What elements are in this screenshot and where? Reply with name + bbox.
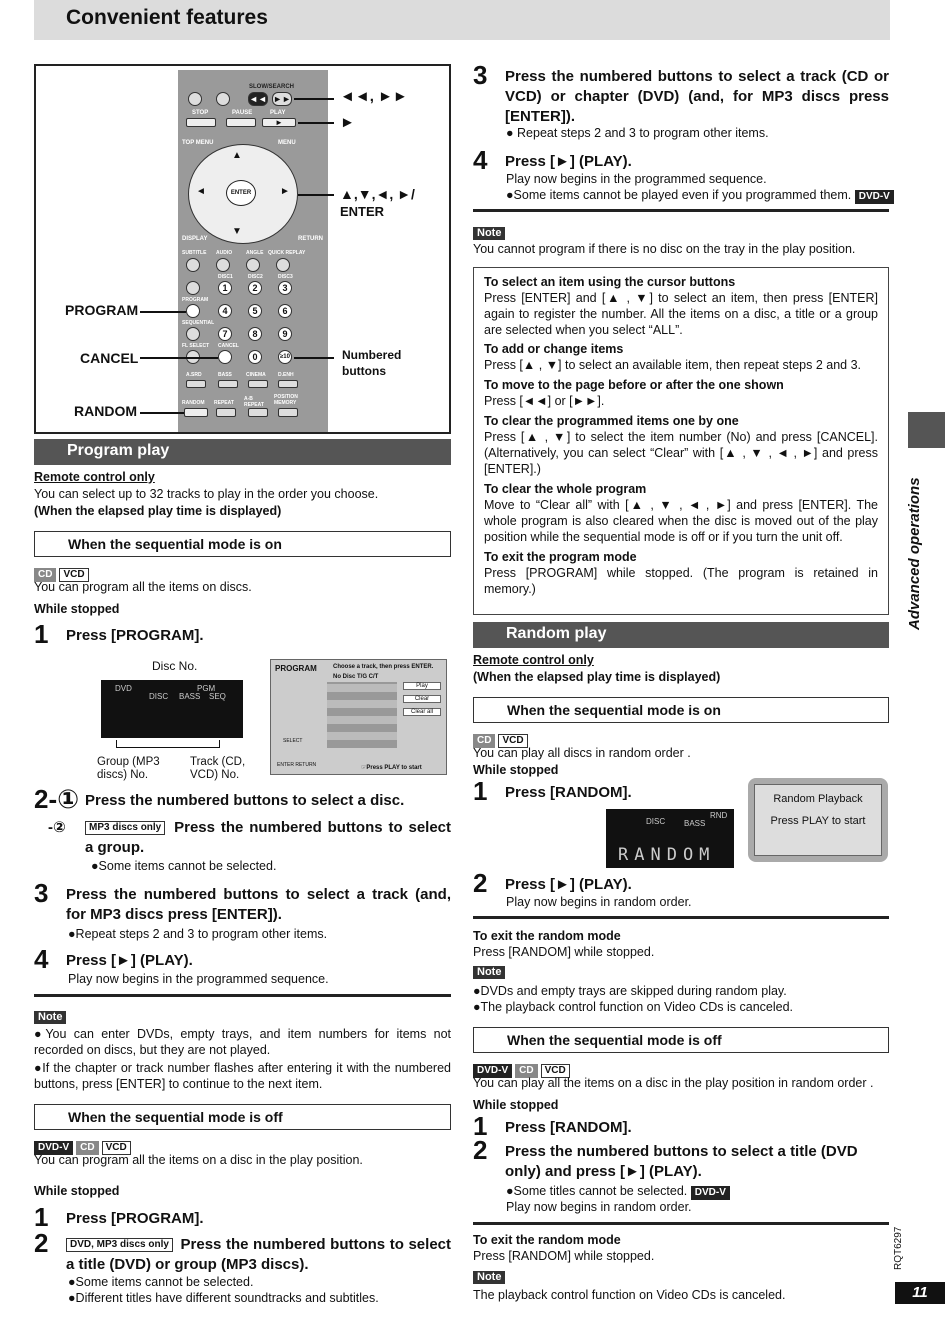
asrd-button xyxy=(186,380,206,388)
repeat-label: REPEAT xyxy=(214,400,234,406)
fl-bracket xyxy=(116,740,220,748)
r-note-label: Note xyxy=(473,227,505,240)
r-step3-note: ● Repeat steps 2 and 3 to program other items. xyxy=(506,126,769,140)
r-step4-note2-text: ●Some items cannot be played even if you programmed them. xyxy=(506,188,852,202)
fl-dvd: DVD xyxy=(115,684,132,693)
osd-enter-return: ENTER RETURN xyxy=(277,762,317,768)
cinema-button xyxy=(248,380,268,388)
tip-page-heading: To move to the page before or after the one shown xyxy=(484,378,784,392)
disc-button xyxy=(186,281,200,295)
denh-button xyxy=(278,380,298,388)
program-osd xyxy=(270,659,447,775)
disc1-label: DISC1 xyxy=(218,274,233,280)
osd-start: ☞Press PLAY to start xyxy=(361,765,422,771)
off-step2-body: Press the numbered buttons to select a title (DVD) or group (MP3 discs). xyxy=(66,1236,452,1273)
step4-number: 4 xyxy=(34,944,49,974)
skip-prev-button xyxy=(188,92,202,106)
callout-line-skip xyxy=(294,98,334,100)
random-note-label: Note xyxy=(473,966,505,979)
random-play-bar: Random play xyxy=(473,622,889,648)
num-4-button: 4 xyxy=(218,304,232,318)
random-divider xyxy=(473,916,889,919)
random-note-3: The playback control function on Video CDs is canceled. xyxy=(473,1288,786,1302)
note-1: ●You can enter DVDs, empty trays, and item numbers for items not recorded on discs, but they are not played. xyxy=(34,1027,451,1057)
enter-callout: ENTER xyxy=(340,204,385,219)
quick-replay-button xyxy=(276,258,290,272)
num-3-button: 3 xyxy=(278,281,292,295)
subtitle-label: SUBTITLE xyxy=(182,250,207,256)
step3-note: ●Repeat steps 2 and 3 to program other items. xyxy=(68,927,328,941)
r-step4-note2 xyxy=(506,187,897,204)
ab-repeat-button xyxy=(248,408,268,417)
r-step3-number: 3 xyxy=(473,60,488,90)
audio-label: AUDIO xyxy=(216,250,233,256)
tip-select-text: Press [ENTER] and [▲ , ▼] to select an item, then press [ENTER] again to register the number. All the items on a disc, a title or a group are selected when you select “ALL”. xyxy=(484,291,878,337)
random-osd-inner xyxy=(754,784,882,856)
random-off-step1-text: Press [RANDOM]. xyxy=(505,1119,632,1136)
fl-seq: SEQ xyxy=(209,692,226,701)
osd-title: PROGRAM xyxy=(275,664,317,673)
tag-vcd: VCD xyxy=(102,1141,131,1155)
osd-clear-all: Clear all xyxy=(403,708,441,716)
tip-add xyxy=(484,341,878,373)
tip-clear-one xyxy=(484,413,878,477)
random-off-step2-text: Press the numbered buttons to select a title (DVD only) and press [►] (PLAY). xyxy=(505,1143,858,1180)
cancel-button xyxy=(218,350,232,364)
off-step2-number: 2 xyxy=(34,1228,49,1258)
program-callout: PROGRAM xyxy=(65,302,139,318)
step2b-body: Press the numbered buttons to select a group. xyxy=(85,819,452,856)
display-label: DISPLAY xyxy=(182,236,208,242)
program-play-bar: Program play xyxy=(34,439,451,465)
step2-number: 2-① xyxy=(34,784,80,814)
play-callout: ► xyxy=(340,114,355,131)
program-button xyxy=(186,304,200,318)
random-key-label: RANDOM xyxy=(182,400,205,406)
tip-select-heading: To select an item using the cursor buttons xyxy=(484,275,736,289)
position-memory-label: POSITION MEMORY xyxy=(274,394,298,406)
elapsed-note: (When the elapsed play time is displayed) xyxy=(34,504,282,518)
disc-no-label: Disc No. xyxy=(152,659,198,673)
num-0-button: 0 xyxy=(248,350,262,364)
document-code: RQT6297 xyxy=(893,1226,904,1270)
random-exit-text: Press [RANDOM] while stopped. xyxy=(473,945,655,959)
fl-pgm: PGM xyxy=(197,684,216,693)
sequential-label: SEQUENTIAL xyxy=(182,320,215,326)
random-seq-on-heading: When the sequential mode is on xyxy=(473,697,889,723)
osd-play: Play xyxy=(403,682,441,690)
callout-line-random xyxy=(140,412,184,414)
random-fl-text: RANDOM xyxy=(618,845,716,865)
osd-cols: No Disc T/G C/T xyxy=(333,674,379,680)
fl-select-label: FL SELECT xyxy=(182,343,210,349)
tag-vcd: VCD xyxy=(541,1064,570,1078)
audio-button xyxy=(216,258,230,272)
tip-select xyxy=(484,274,878,338)
random-osd xyxy=(748,778,888,862)
program-key-label: PROGRAM xyxy=(182,297,209,303)
random-note-1: ●DVDs and empty trays are skipped during random play. xyxy=(473,984,787,998)
repeat-button xyxy=(216,408,236,417)
search-fwd-button: ►► xyxy=(273,94,291,104)
random-off-step2-note1 xyxy=(506,1183,733,1200)
disc3-label: DISC3 xyxy=(278,274,293,280)
tip-clear-one-text: Press [▲ , ▼] to select the item number (No) and press [CANCEL]. (Alternatively, you can select “Clear” with [▲ , ▼ , ◄ , ►] and press [ENTER].) xyxy=(484,430,878,476)
menu-label: MENU xyxy=(278,140,296,146)
num-1-button: 1 xyxy=(218,281,232,295)
tag-cd: CD xyxy=(473,734,495,748)
section-label: Advanced operations xyxy=(906,477,923,630)
tip-page xyxy=(484,377,878,409)
r-step4-text: Press [►] (PLAY). xyxy=(505,153,632,170)
track-no-label: Track (CD, VCD) No. xyxy=(190,756,246,781)
skip-next-button xyxy=(216,92,230,106)
random-fl-disc: DISC xyxy=(646,817,666,826)
random-exit2-text: Press [RANDOM] while stopped. xyxy=(473,1249,655,1263)
remote-illustration xyxy=(34,64,451,434)
random-on-intro: You can play all discs in random order . xyxy=(473,746,691,760)
tip-exit-heading: To exit the program mode xyxy=(484,550,637,564)
off-step2-note2: ●Different titles have different soundtracks and subtitles. xyxy=(68,1291,379,1305)
dpad-left: ◄ xyxy=(196,186,206,197)
tip-clear-all-heading: To clear the whole program xyxy=(484,482,647,496)
random-note-2: ●The playback control function on Video CDs is canceled. xyxy=(473,1000,793,1014)
tag-cd: CD xyxy=(34,568,56,582)
step4-note: Play now begins in the programmed sequence. xyxy=(68,972,329,986)
num-7-button: 7 xyxy=(218,327,232,341)
r-step3-text: Press the numbered buttons to select a track (CD or VCD) or chapter (DVD) (and, for MP3 discs press [ENTER]). xyxy=(505,68,889,125)
dpad-right: ► xyxy=(280,186,290,197)
random-exit2-heading: To exit the random mode xyxy=(473,1233,621,1247)
callout-line-program xyxy=(140,311,186,313)
random-off-intro: You can play all the items on a disc in the play position in random order . xyxy=(473,1076,874,1090)
num-5-button: 5 xyxy=(248,304,262,318)
tip-clear-all-text: Move to “Clear all” with [▲ , ▼ , ◄ , ►] and press [ENTER]. The whole program is also cleared when the disc is moved out of the play position while the sequential mode is off or if you turn the unit off. xyxy=(484,498,878,544)
tag-dvdv: DVD-V xyxy=(34,1141,73,1155)
callout-line-cursor xyxy=(298,194,334,196)
fl-bass: BASS xyxy=(179,692,201,701)
r-note: You cannot program if there is no disc on the tray in the play position. xyxy=(473,242,856,256)
num-6-button: 6 xyxy=(278,304,292,318)
tag-vcd: VCD xyxy=(498,734,527,748)
random-seq-off-heading: When the sequential mode is off xyxy=(473,1027,889,1053)
off-step2-note1: ●Some items cannot be selected. xyxy=(68,1275,254,1289)
section-tab xyxy=(908,412,945,448)
return-label: RETURN xyxy=(298,236,323,242)
random-while-stopped: While stopped xyxy=(473,763,559,777)
random-remote-only: Remote control only xyxy=(473,653,594,667)
tag-dvdv: DVD-V xyxy=(855,190,894,204)
fl-display xyxy=(101,680,243,738)
off-step1-text: Press [PROGRAM]. xyxy=(66,1210,204,1227)
cursor-callout: ▲,▼,◄, ►/ xyxy=(340,186,415,202)
enter-button: ENTER xyxy=(226,180,256,206)
can-program-text: You can program all the items on discs. xyxy=(34,580,252,594)
random-osd-title: Random Playback xyxy=(773,793,863,805)
random-off-step1-number: 1 xyxy=(473,1111,488,1141)
note-label: Note xyxy=(34,1011,66,1024)
tip-add-text: Press [▲ , ▼] to select an available item, then repeat steps 2 and 3. xyxy=(484,358,862,372)
step3-number: 3 xyxy=(34,878,49,908)
random-step2-number: 2 xyxy=(473,868,488,898)
page-number: 11 xyxy=(895,1282,945,1304)
dpad-up: ▲ xyxy=(232,150,242,161)
random-elapsed: (When the elapsed play time is displayed) xyxy=(473,670,721,684)
sequential-button xyxy=(186,327,200,341)
r-step4-number: 4 xyxy=(473,145,488,175)
disc2-label: DISC2 xyxy=(248,274,263,280)
angle-button xyxy=(246,258,260,272)
dpad-down: ▼ xyxy=(232,226,242,237)
program-intro: You can select up to 32 tracks to play in the order you choose. xyxy=(34,487,379,501)
skip-callout: ◄◄, ►► xyxy=(340,88,408,105)
ab-repeat-label: A-B REPEAT xyxy=(244,396,264,408)
tag-cd: CD xyxy=(515,1064,537,1078)
osd-select: SELECT xyxy=(283,738,303,744)
step3-text: Press the numbered buttons to select a track (and, for MP3 discs press [ENTER]). xyxy=(66,886,451,923)
random-off-step2-note2: Play now begins in random order. xyxy=(506,1200,692,1214)
random-note2-label: Note xyxy=(473,1271,505,1284)
random-off-step2-number: 2 xyxy=(473,1135,488,1165)
seq-on-heading: When the sequential mode is on xyxy=(34,531,451,557)
osd-clear: Clear xyxy=(403,695,441,703)
random-off-while-stopped: While stopped xyxy=(473,1098,559,1112)
random-fl-display xyxy=(606,809,734,868)
random-step1-number: 1 xyxy=(473,776,488,806)
random-fl-rnd: RND xyxy=(710,811,728,820)
step4-text: Press [►] (PLAY). xyxy=(66,952,193,969)
remote-only-label: Remote control only xyxy=(34,470,155,484)
r-step4-note1: Play now begins in the programmed sequence. xyxy=(506,172,767,186)
search-back-button: ◄◄ xyxy=(249,94,267,104)
tip-clear-one-heading: To clear the programmed items one by one xyxy=(484,414,739,428)
position-memory-button xyxy=(278,408,298,417)
program-tips-box xyxy=(473,267,889,615)
asrd-label: A.SRD xyxy=(186,372,202,378)
step2b-text xyxy=(85,818,451,858)
off-while-stopped: While stopped xyxy=(34,1184,120,1198)
random-step2-note: Play now begins in random order. xyxy=(506,895,692,909)
seq-off-heading: When the sequential mode is off xyxy=(34,1104,451,1130)
denh-label: D.ENH xyxy=(278,372,294,378)
cancel-callout: CANCEL xyxy=(80,350,139,366)
play-button: ► xyxy=(262,118,296,127)
random-fl-bass: BASS xyxy=(684,819,706,828)
off-step1-number: 1 xyxy=(34,1202,49,1232)
osd-grid xyxy=(327,682,397,748)
random-osd-msg: Press PLAY to start xyxy=(770,815,866,827)
step1-text: Press [PROGRAM]. xyxy=(66,627,204,644)
bass-button xyxy=(218,380,238,388)
stop-button xyxy=(186,118,216,127)
top-menu-label: TOP MENU xyxy=(182,140,214,146)
note-2: ●If the chapter or track number flashes after entering it with the numbered buttons, press [ENTER] to continue to the next item. xyxy=(34,1061,451,1091)
tip-exit xyxy=(484,549,878,597)
bass-label: BASS xyxy=(218,372,232,378)
random-exit-heading: To exit the random mode xyxy=(473,929,621,943)
tag-cd: CD xyxy=(76,1141,98,1155)
numbered-callout-1: Numbered xyxy=(342,348,402,362)
step2b-note: ●Some items cannot be selected. xyxy=(91,859,277,873)
random-callout: RANDOM xyxy=(74,403,137,419)
random-divider-2 xyxy=(473,1222,889,1225)
page-header xyxy=(34,0,890,40)
slow-search-label: SLOW/SEARCH xyxy=(249,84,294,90)
fl-disc: DISC xyxy=(149,692,169,701)
off-step2-text xyxy=(66,1235,451,1275)
tip-add-heading: To add or change items xyxy=(484,342,624,356)
cinema-label: CINEMA xyxy=(246,372,266,378)
tag-vcd: VCD xyxy=(59,568,88,582)
num-8-button: 8 xyxy=(248,327,262,341)
off-intro: You can program all the items on a disc in the play position. xyxy=(34,1153,363,1167)
numbered-callout-2: buttons xyxy=(342,364,386,378)
tag-dvdv: DVD-V xyxy=(691,1186,730,1200)
play-label: PLAY xyxy=(270,110,286,116)
tag-dvdv: DVD-V xyxy=(473,1064,512,1078)
while-stopped-label: While stopped xyxy=(34,602,120,616)
page-title: Convenient features xyxy=(66,6,268,29)
num-2-button: 2 xyxy=(248,281,262,295)
step2b-number: -② xyxy=(48,819,66,836)
num-9-button: 9 xyxy=(278,327,292,341)
group-no-label: Group (MP3 discs) No. xyxy=(97,756,160,781)
tip-page-text: Press [◄◄] or [►►]. xyxy=(484,394,605,408)
random-step2-text: Press [►] (PLAY). xyxy=(505,876,632,893)
divider xyxy=(34,994,451,997)
pause-label: PAUSE xyxy=(232,110,253,116)
callout-line-numbered xyxy=(294,357,334,359)
random-button xyxy=(184,408,208,417)
random-step1-text: Press [RANDOM]. xyxy=(505,784,632,801)
cancel-key-label: CANCEL xyxy=(218,343,239,349)
random-off-note1-text: ●Some titles cannot be selected. xyxy=(506,1184,688,1198)
step2-text: Press the numbered buttons to select a disc. xyxy=(85,792,405,809)
tip-clear-all xyxy=(484,481,878,545)
callout-line-cancel xyxy=(140,357,218,359)
quick-replay-label: QUICK REPLAY xyxy=(268,250,306,256)
num-10-button: ≥10 xyxy=(278,350,292,364)
step1-number: 1 xyxy=(34,619,49,649)
subtitle-button xyxy=(186,258,200,272)
mp3-only-tag: MP3 discs only xyxy=(85,821,165,835)
callout-line-play xyxy=(298,122,334,124)
angle-label: ANGLE xyxy=(246,250,264,256)
r-divider xyxy=(473,209,889,212)
pause-button xyxy=(226,118,256,127)
stop-label: STOP xyxy=(192,110,209,116)
osd-hint: Choose a track, then press ENTER. xyxy=(333,664,434,670)
tip-exit-text: Press [PROGRAM] while stopped. (The program is retained in memory.) xyxy=(484,566,878,596)
dvd-mp3-tag: DVD, MP3 discs only xyxy=(66,1238,173,1252)
